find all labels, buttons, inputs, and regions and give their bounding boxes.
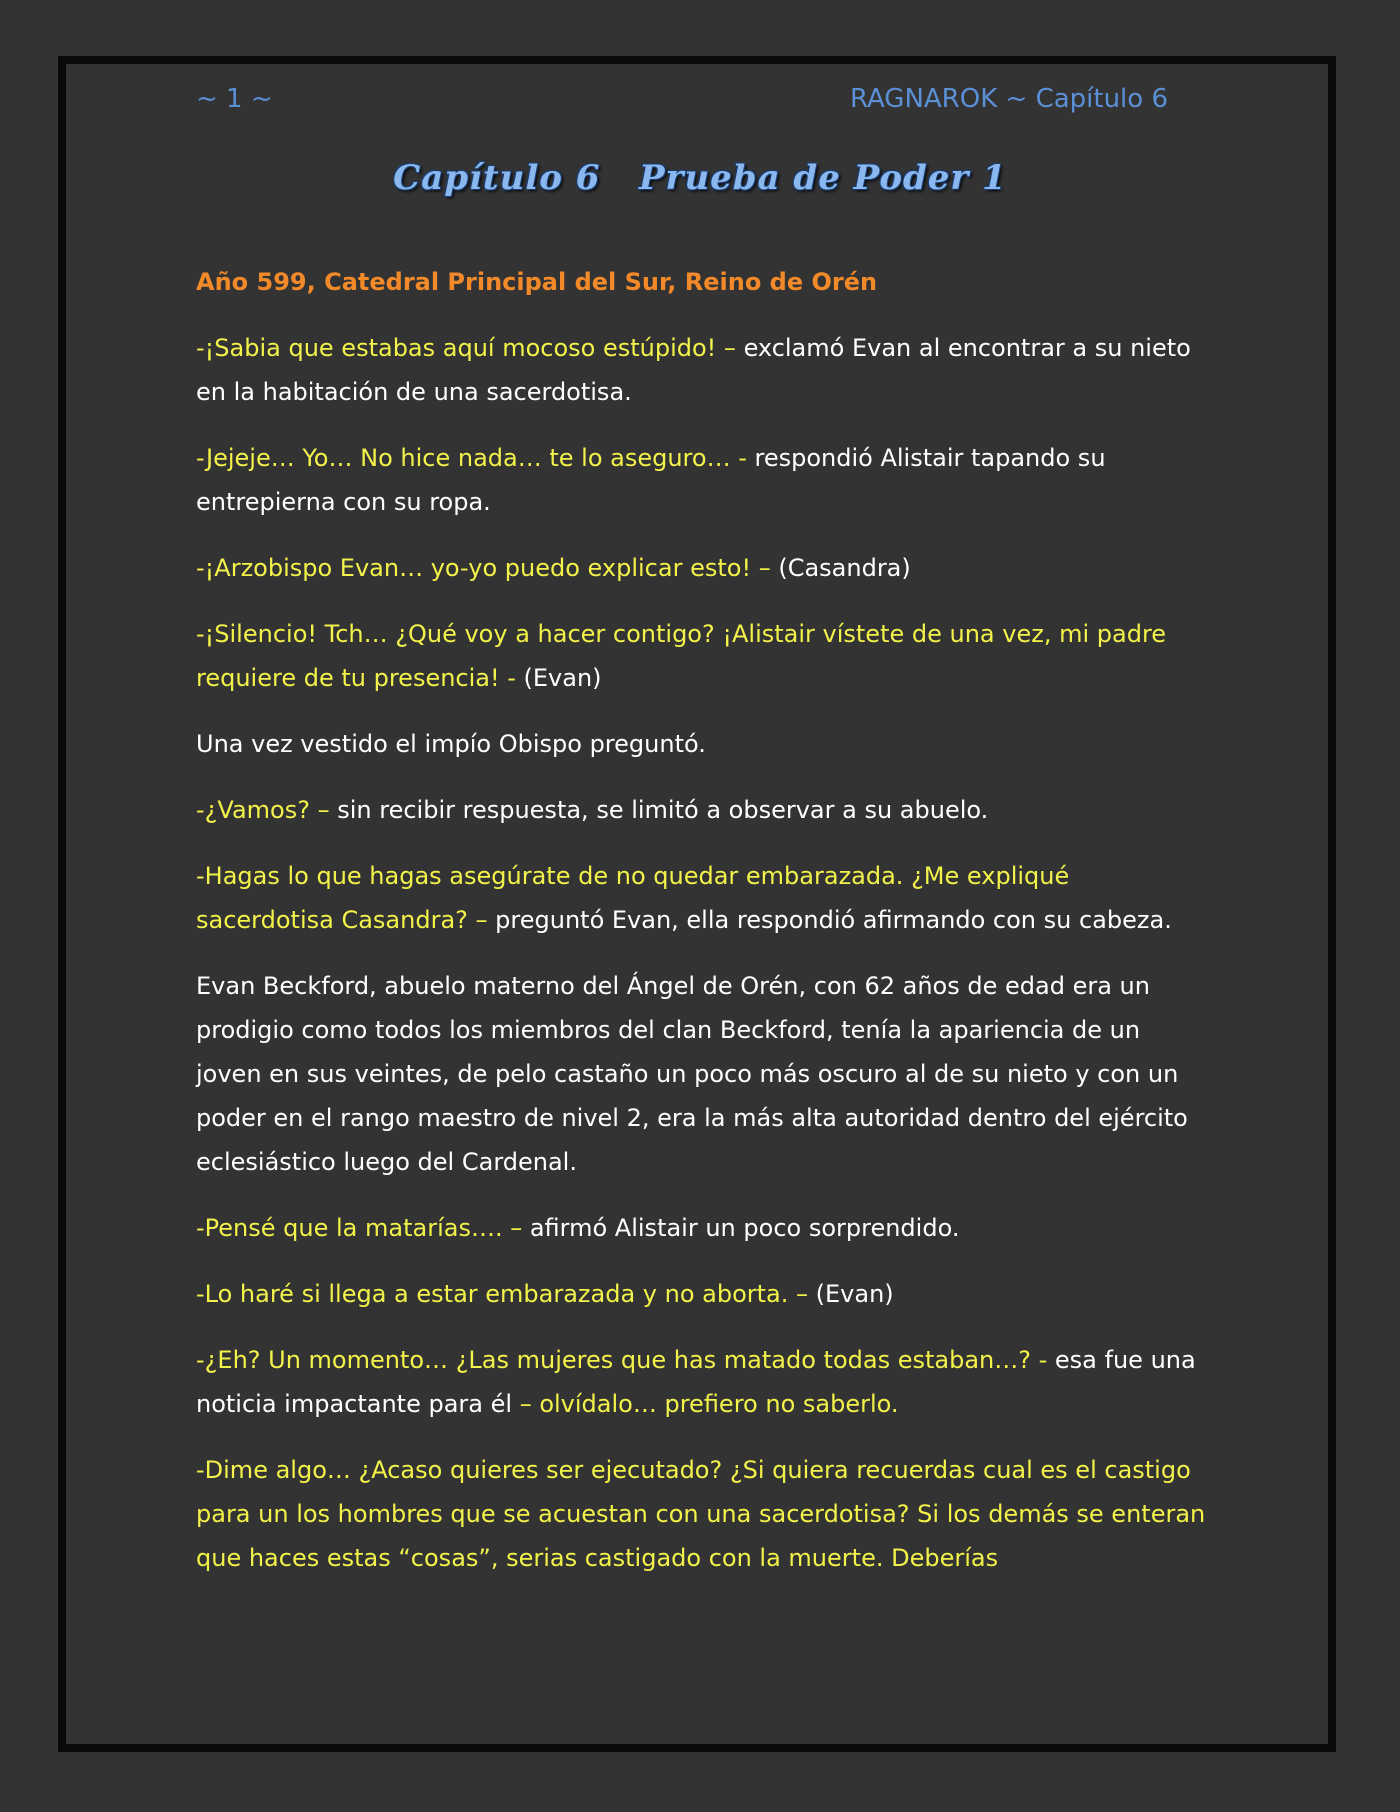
- page-number: ~ 1 ~: [196, 84, 273, 114]
- speaker-tag: (Evan): [523, 664, 602, 692]
- paragraph-9: [196, 1206, 1206, 1250]
- chapter-title: Capítulo 6 Prueba de Poder 1: [393, 158, 1007, 198]
- dialogue: -Jejeje… Yo… No hice nada… te lo aseguro… -: [196, 444, 755, 472]
- dialogue: -¿Vamos? –: [196, 796, 338, 824]
- narration: afirmó Alistair un poco sorprendido.: [529, 1214, 960, 1242]
- dialogue: -¡Sabia que estabas aquí mocoso estúpido! –: [196, 334, 744, 362]
- dialogue: -¡Arzobispo Evan… yo-yo puedo explicar esto! –: [196, 554, 779, 582]
- dialogue: – olvídalo… prefiero no saberlo.: [519, 1390, 899, 1418]
- paragraph-1: [196, 326, 1206, 414]
- dialogue: -¡Silencio! Tch… ¿Qué voy a hacer contigo? ¡Alistair vístete de una vez, mi padre requiere de tu presencia! -: [196, 620, 1167, 692]
- speaker-tag: (Casandra): [778, 554, 911, 582]
- paragraph-10: [196, 1272, 1206, 1316]
- dialogue: -Hagas lo que hagas asegúrate de no quedar embarazada. ¿Me expliqué sacerdotisa Casandra? –: [196, 862, 1070, 934]
- chapter-body: [196, 260, 1206, 1602]
- narration: exclamó Evan al encontrar a su nieto en la habitación de una sacerdotisa.: [196, 334, 1191, 406]
- narration: sin recibir respuesta, se limitó a observar a su abuelo.: [337, 796, 989, 824]
- paragraph-12: [196, 1448, 1206, 1580]
- narration: respondió Alistair tapando su entrepierna con su ropa.: [196, 444, 1106, 516]
- paragraph-5: [196, 722, 1206, 766]
- narration: esa fue una noticia impactante para él: [196, 1346, 1196, 1418]
- paragraph-7: [196, 854, 1206, 942]
- dialogue: -Dime algo… ¿Acaso quieres ser ejecutado? ¿Si quiera recuerdas cual es el castigo para un los hombres que se acuestan con una sacerdotisa? Si los demás se enteran que haces estas “cosas”, serias castigado con la muerte. Deberías: [196, 1456, 1206, 1572]
- dialogue: -¿Eh? Un momento… ¿Las mujeres que has matado todas estaban…? -: [196, 1346, 1055, 1374]
- running-header: RAGNAROK ~ Capítulo 6: [849, 84, 1168, 114]
- location-text: Año 599, Catedral Principal del Sur, Reino de Orén: [196, 268, 878, 296]
- paragraph-2: [196, 436, 1206, 524]
- narration: Una vez vestido el impío Obispo preguntó.: [196, 730, 706, 758]
- paragraph-3: [196, 546, 1206, 590]
- paragraph-6: [196, 788, 1206, 832]
- paragraph-8: [196, 964, 1206, 1184]
- dialogue: -Pensé que la matarías…. –: [196, 1214, 530, 1242]
- dialogue: -Lo haré si llega a estar embarazada y no aborta. –: [196, 1280, 816, 1308]
- narration: preguntó Evan, ella respondió afirmando con su cabeza.: [495, 906, 1172, 934]
- paragraph-11: [196, 1338, 1206, 1426]
- speaker-tag: (Evan): [815, 1280, 894, 1308]
- narration: Evan Beckford, abuelo materno del Ángel de Orén, con 62 años de edad era un prodigio como todos los miembros del clan Beckford, tenía la apariencia de un joven en sus veintes, de pelo castaño un poco más oscuro al de su nieto y con un poder en el rango maestro de nivel 2, era la más alta autoridad dentro del ejército eclesiástico luego del Cardenal.: [196, 972, 1188, 1176]
- paragraph-4: [196, 612, 1206, 700]
- location-heading: [196, 260, 1206, 304]
